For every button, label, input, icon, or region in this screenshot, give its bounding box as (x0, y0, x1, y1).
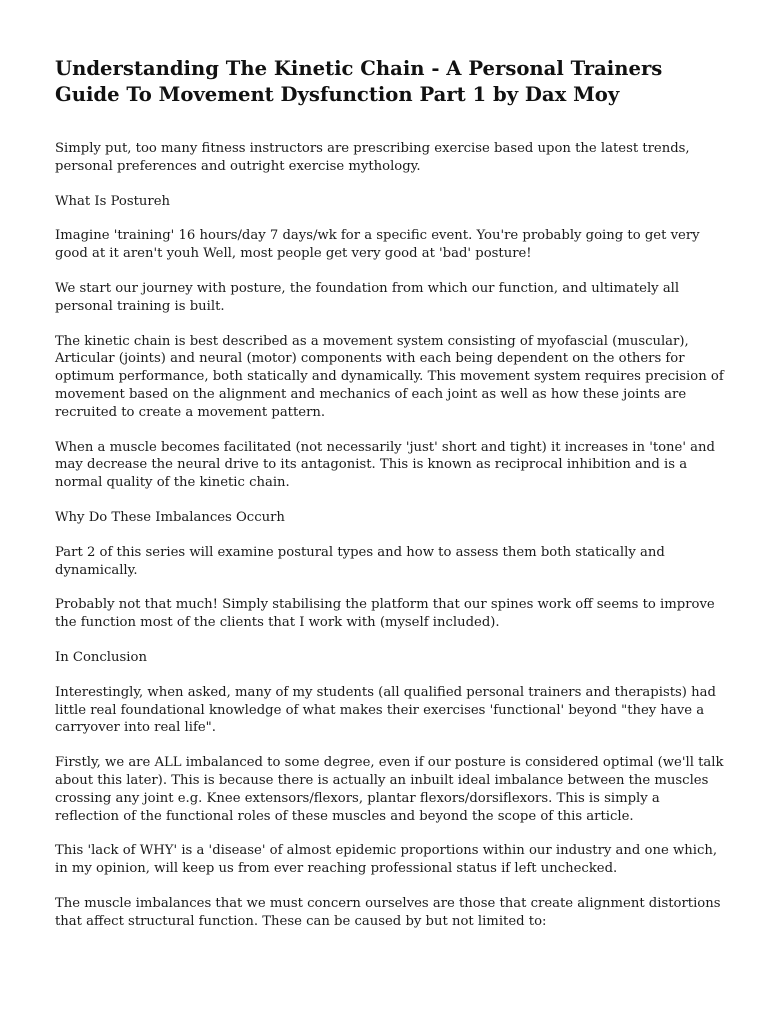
paragraph-students: Interestingly, when asked, many of my students (all qualified personal trainers and therapists) had little real foundational knowledge of what makes their exercises 'functional' beyond "they have a carryover into real life". (55, 684, 716, 736)
document-body (55, 140, 725, 931)
paragraph-kinetic-chain: The kinetic chain is best described as a movement system consisting of myofascial (muscular), Articular (joints) and neural (motor) components with each being dependent on the others for optimum performance, both statically and dynamically. This movement system requires precision of movement based on the alignment and mechanics of each joint as well as how these joints are recruited to create a movement pattern. (55, 333, 724, 420)
document-title: Understanding The Kinetic Chain - A Personal Trainers Guide To Movement Dysfunction Part 1 by Dax Moy (55, 57, 663, 106)
document-page (55, 56, 725, 948)
paragraph-imbalanced: Firstly, we are ALL imbalanced to some degree, even if our posture is considered optimal (we'll talk about this later). This is because there is actually an inbuilt ideal imbalance between the muscles crossing any joint e.g. Knee extensors/flexors, plantar flexors/dorsiflexors. This is simply a reflection of the functional roles of these muscles and beyond the scope of this article. (55, 755, 724, 824)
paragraph-lack-of-why: This 'lack of WHY' is a 'disease' of almost epidemic proportions within our industry and one which, in my opinion, will keep us from ever reaching professional status if left unchecked. (55, 843, 718, 877)
paragraph-intro: Simply put, too many fitness instructors are prescribing exercise based upon the latest trends, personal preferences and outright exercise mythology. (55, 141, 690, 174)
heading-why-imbalances: Why Do These Imbalances Occurh (55, 509, 285, 525)
paragraph-part-2: Part 2 of this series will examine postural types and how to assess them both statically and dynamically. (55, 544, 665, 578)
paragraph-stabilising: Probably not that much! Simply stabilising the platform that our spines work off seems to improve the function most of the clients that I work with (myself included). (55, 597, 715, 631)
paragraph-imagine-training: Imagine 'training' 16 hours/day 7 days/wk for a specific event. You're probably going to get very good at it aren't youh Well, most people get very good at 'bad' posture! (55, 228, 700, 262)
paragraph-muscle-imbalances: The muscle imbalances that we must concern ourselves are those that create alignment distortions that affect structural function. These can be caused by but not limited to: (55, 895, 721, 929)
heading-in-conclusion: In Conclusion (55, 649, 147, 665)
heading-what-is-posture: What Is Postureh (55, 193, 171, 209)
paragraph-muscle-facilitated: When a muscle becomes facilitated (not necessarily 'just' short and tight) it increases in 'tone' and may decrease the neural drive to its antagonist. This is known as reciprocal inhibition and is a normal quality of the kinetic chain. (55, 439, 715, 491)
paragraph-journey-posture: We start our journey with posture, the foundation from which our function, and ultimately all personal training is built. (55, 280, 680, 314)
